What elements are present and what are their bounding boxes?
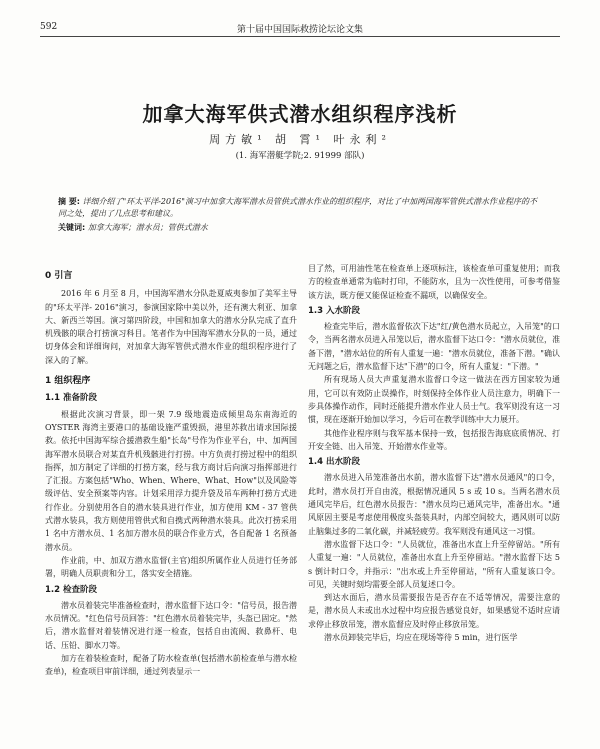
left-column — [45, 262, 297, 679]
paragraph: 加方在着装检查时，配备了防水检查单(包括潜水前检查单与潜水检查单)，检查项目审前详细，通过列表显示一 — [45, 654, 297, 677]
paragraph: 目了然，可用油性笔在检查单上逐项标注，该检查单可重复使用；而我方的检查单通常为临时打印，不能防水，且为一次性使用，可参考借鉴该方法，既方便又能保证检查不漏项，以确保安全。 — [308, 264, 560, 300]
paper-title: 加拿大海军供式潜水组织程序浅析 — [142, 102, 458, 126]
section-heading: 1 组织程序 — [45, 376, 91, 387]
running-header — [40, 22, 560, 37]
paragraph: 2016 年 6 月至 8 月，中国海军潜水分队赴夏威夷参加了美军主导的"环太平洋- 2016"演习，参演国家除中美以外，还有澳大利亚、加拿大、新西兰等国。演习第四阶段，中国和加拿大的潜水分队完成了直升机残骸的联合打捞演习科目。笔者作为中国海军潜水分队的一员，通过切身体会和详细询问，对加拿大海军管供式潜水作业的组织程序进行了深入的了解。 — [45, 289, 297, 365]
section-heading: 0 引言 — [45, 271, 73, 281]
paragraph: 所有现场人员大声重复潜水监督口令这一做法在西方国家较为通用，它可以有效防止误操作，时刻保持全体作业人员注意力，明确下一步具体操作动作，同时还能提升潜水作业人员士气。我军则没有这一习惯，现在逐渐开始加以学习，今后可在教学训练中大力展开。 — [308, 375, 560, 425]
journal-title: 第十届中国国际救捞论坛论文集 — [236, 25, 363, 35]
paragraph: 潜水员着装完毕准备检查时，潜水监督下达口令："信号员，报告潜水员情况。"红色信号员回答："红色潜水员着装完毕，头盔已固定。"然后，潜水监督对着装情况进行逐一检查，包括自由流阀、救鼻杆、电话、压铅、脚水刀等。 — [45, 600, 297, 650]
page-number: 592 — [40, 22, 58, 32]
abstract-text: 详细介绍了"环太平洋-2016"演习中加拿大海军潜水员管供式潜水作业的组织程序，对比了中加两国海军管供式潜水作业程序的不同之处，提出了几点思考和建议。 — [58, 197, 537, 218]
abstract — [58, 196, 542, 220]
paragraph: 潜水员卸装完毕后，均应在现场等待 5 min，进行医学 — [324, 633, 518, 643]
subsection-heading: 1.4 出水阶段 — [308, 457, 361, 468]
paragraph: 到达水面后，潜水员需要报告是否存在不适等情况，需要注意的是，潜水员人未或出水过程中均应报告感觉良好，如果感觉不适时应请求停止移放吊笼，潜水监督应及时停止移放吊笼。 — [308, 593, 560, 629]
paragraph: 潜水员进入吊笼准备出水前，潜水监督下达"潜水员通风"的口令，此时，潜水员打开自由流，根据情况通风 5 s 或 10 s。当两名潜水员通风完毕后，红色潜水员报告："潜水员均已通风完毕，准备出水。"通风原因主要是考虑使用极度头盔装具时，内部空间较大，遇风则可以防止脑集过多的二氧化碳，并减轻疲劳。我军则没有通风这一习惯。 — [308, 473, 560, 536]
affiliation: (1. 海军潜艇学院;2. 91999 部队) — [235, 151, 365, 161]
subsection-heading: 1.1 准备阶段 — [45, 393, 98, 404]
keywords — [58, 222, 542, 233]
authors: 周方敏¹ 胡 霄¹ 叶永利² — [209, 133, 391, 146]
subsection-heading: 1.2 检查阶段 — [45, 584, 98, 595]
paragraph: 作业前，中、加双方潜水监督(主官)组织所属作业人员进行任务部署，明确人员职责和分工，落实安全措施。 — [45, 555, 297, 579]
paragraph: 潜水监督下达口令："人员就位，准备出水直上升至停留站。"所有人重复一遍："人员就位，准备出水直上升至停留站。"潜水监督下达 5 s 倒计时口令，并指示："出水或上升至停留站，"所有人重复该口令。可见，关键时刻均需要全部人员复述口令。 — [308, 539, 560, 589]
right-column — [308, 262, 560, 644]
keywords-text: 加拿大海军；潜水员；管供式潜水 — [87, 223, 208, 232]
abstract-label: 摘 要: — [58, 197, 80, 206]
paragraph: 根据此次演习背景，即一架 7.9 级地震造成倾里岛东南海近的 OYSTER 海湾主要港口的基础设施严重毁损，港里苏救出请求国际援救。依托中国海军综合援潜救生船"长岛"号作为作业平台，中、加两国海军潜水员联合对某直升机残骸进行打捞。中方负责打捞过程中的组织指挥，加方制定了详细的打捞方案，经与我方商讨后向演习指挥部进行了汇报。方案包括"Who、When、Where、What、How"以及风险等级评估、安全预案等内容。计划采用浮力提升袋及吊车两种打捞方式进行作业。分别使用各自的潜水装具进行作业，加方使用 KM - 37 管供式潜水装具，我方则使用管供式和自携式两种潜水装具。此次打捞采用 1 名中方潜水员、1 名加方潜水员的联合作业方式，各自配备 1 名预备潜水员。 — [45, 409, 297, 552]
subsection-heading: 1.3 入水阶段 — [308, 305, 361, 316]
paragraph: 检查完毕后，潜水监督依次下达"红/黄色潜水员起立，入吊笼"的口令，当两名潜水员进入吊笼以后，潜水监督下达口令："潜水员就位，准备下潜，"潜水站位的所有人重复一遍："潜水员就位，准备下潜。"确认无问题之后，潜水监督下达"下潜"的口令，所有人重复："下潜。" — [308, 322, 560, 372]
keywords-label: 关键词: — [58, 223, 86, 232]
paragraph: 其他作业程序则与我军基本保持一致，包括报告海底底质情况、打开安全链、出入吊笼、开始潜水作业等。 — [308, 428, 560, 451]
